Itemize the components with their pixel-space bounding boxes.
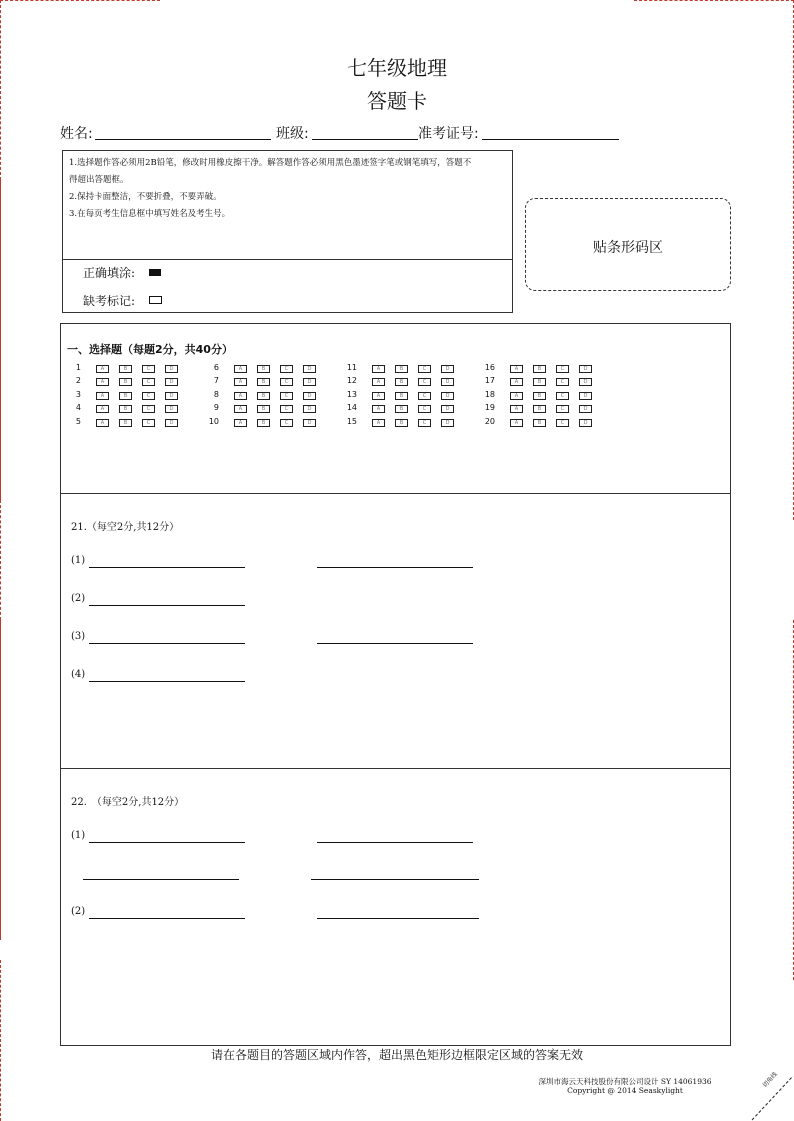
barcode-area [525,198,731,291]
q22-header: 22. （每空2分,共12分） [71,797,185,808]
instructions-box [62,150,513,313]
mc-answer-bubble[interactable]: C [418,392,431,400]
mc-answer-bubble[interactable]: D [303,378,316,386]
mc-answer-bubble[interactable]: A [372,365,385,373]
binding-line-left [0,180,1,500]
mc-question-number: 3 [75,389,81,399]
instructions-divider [63,259,512,260]
name-field[interactable] [95,139,271,140]
mc-answer-bubble[interactable]: C [418,419,431,427]
binding-line-left-lower [0,620,1,940]
q21-label-3: (3) [71,631,86,642]
mc-answer-bubble[interactable]: B [395,405,408,413]
mc-answer-bubble[interactable]: A [510,419,523,427]
mc-question-number: 12 [346,376,357,386]
mc-answer-bubble[interactable]: A [372,405,385,413]
correct-fill-label: 正确填涂: [83,266,136,280]
mc-answer-bubble[interactable]: C [280,419,293,427]
mc-answer-bubble[interactable]: C [556,419,569,427]
mc-answer-bubble[interactable]: A [234,419,247,427]
mc-question-number: 18 [484,389,495,399]
mc-answer-bubble[interactable]: A [96,365,109,373]
mc-answer-bubble[interactable]: C [280,392,293,400]
mc-answer-bubble[interactable]: B [257,405,270,413]
sheet-subtitle: 答题卡 [367,89,427,113]
mc-answer-bubble[interactable]: D [165,405,178,413]
footer-note: 请在各题目的答题区域内作答，超出黑色矩形边框限定区域的答案无效 [210,1048,583,1062]
exam-id-field[interactable] [482,139,619,140]
q21-blank-2a[interactable] [89,605,245,606]
mc-answer-bubble[interactable]: C [280,378,293,386]
mc-answer-bubble[interactable]: B [395,378,408,386]
mc-section [60,323,731,494]
mc-answer-bubble[interactable]: A [234,392,247,400]
mc-question-number: 1 [75,363,81,372]
mc-question-number: 17 [484,376,495,386]
mc-answer-bubble[interactable]: A [96,392,109,400]
mc-answer-bubble[interactable]: C [142,419,155,427]
mc-answer-bubble[interactable]: D [165,378,178,386]
mc-answer-bubble[interactable]: D [579,405,592,413]
crop-guide-left-mid [0,500,1,620]
barcode-label: 贴条形码区 [593,240,663,256]
mc-answer-bubble[interactable]: C [142,365,155,373]
q22-label-1: (1) [71,830,86,841]
q21-blank-1a[interactable] [89,567,245,568]
mc-question-number: 11 [346,363,357,372]
mc-answer-bubble[interactable]: A [510,365,523,373]
mc-answer-bubble[interactable]: B [395,419,408,427]
mc-answer-bubble[interactable]: B [533,392,546,400]
mc-answer-bubble[interactable]: B [257,419,270,427]
q21-header: 21.（每空2分,共12分） [71,522,180,533]
mc-answer-bubble[interactable]: D [303,392,316,400]
mc-answer-bubble[interactable]: A [96,405,109,413]
mc-answer-bubble[interactable]: C [418,378,431,386]
mc-answer-bubble[interactable]: D [441,365,454,373]
name-label: 姓名: [60,126,93,142]
mc-answer-bubble[interactable]: A [372,392,385,400]
instruction-line: 3.在每页考生信息框中填写姓名及考生号。 [69,209,231,219]
instruction-line: 2.保持卡面整洁，不要折叠，不要弄破。 [69,192,222,202]
q21-blank-1b[interactable] [317,567,473,568]
mc-answer-bubble[interactable]: C [142,378,155,386]
mc-answer-bubble[interactable]: D [579,392,592,400]
mc-answer-bubble[interactable]: D [165,365,178,373]
mc-question-number: 2 [75,376,81,386]
q22-blank-1b[interactable] [317,842,473,843]
mc-answer-bubble[interactable]: B [119,378,132,386]
mc-answer-bubble[interactable]: A [510,392,523,400]
crop-guide-top-right [634,0,794,1]
mc-question-number: 14 [346,403,357,413]
mc-answer-bubble[interactable]: A [234,378,247,386]
mc-answer-bubble[interactable]: C [142,405,155,413]
mc-answer-bubble[interactable]: A [234,365,247,373]
mc-answer-bubble[interactable]: D [579,419,592,427]
mc-answer-bubble[interactable]: A [96,378,109,386]
mc-answer-bubble[interactable]: D [579,378,592,386]
mc-answer-bubble[interactable]: D [579,365,592,373]
q21-label-2: (2) [71,593,86,604]
mc-answer-bubble[interactable]: D [441,405,454,413]
mc-question-number: 10 [208,416,219,426]
mc-answer-bubble[interactable]: A [372,378,385,386]
crop-guide-top-left [0,0,160,1]
mc-answer-bubble[interactable]: D [303,365,316,373]
class-field[interactable] [312,139,418,140]
mc-answer-bubble[interactable]: B [395,392,408,400]
q22-blank-1c[interactable] [83,879,239,880]
filled-mark-sample-icon [149,269,161,276]
mc-answer-bubble[interactable]: B [533,419,546,427]
mc-answer-bubble[interactable]: C [556,378,569,386]
mc-header: 一、选择题（每题2分，共40分） [67,343,233,356]
mc-question-number: 20 [484,416,495,426]
mc-question-number: 7 [213,376,219,386]
absent-mark-label: 缺考标记: [83,294,136,308]
mc-answer-bubble[interactable]: D [441,419,454,427]
q22-blank-2a[interactable] [89,918,245,919]
mc-answer-bubble[interactable]: A [510,378,523,386]
q21-section [60,493,731,769]
q22-section [60,768,731,1046]
mc-question-number: 6 [213,363,219,372]
credit-line-1: 深圳市海云天科技股份有限公司设计 SY 14061936 [538,1077,712,1086]
q21-label-1: (1) [71,555,86,566]
instruction-line: 1.选择题作答必须用2B铅笔，修改时用橡皮擦干净。解答题作答必须用黑色墨迹签字笔或钢笔填写，答题不 [69,158,472,168]
mc-answer-bubble[interactable]: D [441,392,454,400]
mc-answer-bubble[interactable]: D [303,405,316,413]
mc-answer-bubble[interactable]: C [556,405,569,413]
mc-answer-bubble[interactable]: C [556,365,569,373]
mc-question-number: 4 [75,403,81,413]
mc-answer-bubble[interactable]: A [234,405,247,413]
q21-blank-3a[interactable] [89,643,245,644]
mc-answer-bubble[interactable]: D [165,419,178,427]
q22-blank-1d[interactable] [311,879,479,880]
class-label: 班级: [276,126,309,142]
mc-answer-bubble[interactable]: C [280,405,293,413]
mc-answer-bubble[interactable]: B [119,405,132,413]
q22-blank-2b[interactable] [317,918,479,919]
mc-answer-bubble[interactable]: A [372,419,385,427]
mc-question-number: 15 [346,416,357,426]
mc-answer-bubble[interactable]: B [395,365,408,373]
mc-answer-bubble[interactable]: B [533,405,546,413]
mc-answer-bubble[interactable]: B [119,365,132,373]
mc-answer-bubble[interactable]: A [96,419,109,427]
instructions-text [69,155,511,223]
mc-answer-bubble[interactable]: B [119,392,132,400]
mc-answer-bubble[interactable]: D [441,378,454,386]
sheet-title: 七年级地理 [347,56,447,80]
mc-answer-bubble[interactable]: C [142,392,155,400]
mc-answer-bubble[interactable]: B [119,419,132,427]
mc-answer-bubble[interactable]: B [257,378,270,386]
mc-question-number: 19 [484,403,495,413]
absent-mark-checkbox[interactable] [149,296,162,304]
mc-answer-bubble[interactable]: D [165,392,178,400]
instruction-line: 得超出答题框。 [69,175,129,185]
mc-question-number: 8 [213,389,219,399]
mc-answer-bubble[interactable]: D [303,419,316,427]
mc-answer-bubble[interactable]: C [418,405,431,413]
mc-answer-bubble[interactable]: B [533,378,546,386]
crop-guide-left-bottom [0,960,1,1121]
exam-id-label: 准考证号: [418,126,479,142]
mc-question-number: 9 [213,403,219,413]
q21-label-4: (4) [71,669,86,680]
mc-question-number: 5 [75,416,81,426]
credit-line-2: Copyright @ 2014 Seaskylight [567,1086,683,1095]
mc-answer-bubble[interactable]: C [280,365,293,373]
mc-answer-bubble[interactable]: B [533,365,546,373]
q21-blank-4a[interactable] [89,681,245,682]
mc-answer-bubble[interactable]: C [556,392,569,400]
mc-answer-bubble[interactable]: A [510,405,523,413]
mc-answer-bubble[interactable]: B [257,365,270,373]
q22-blank-1a[interactable] [89,842,245,843]
mc-answer-bubble[interactable]: C [418,365,431,373]
q22-label-2: (2) [71,906,86,917]
corner-cut-label: 切角线 [761,1070,779,1090]
mc-answer-bubble[interactable]: B [257,392,270,400]
q21-blank-3b[interactable] [317,643,473,644]
mc-question-number: 16 [484,363,495,372]
mc-question-number: 13 [346,389,357,399]
